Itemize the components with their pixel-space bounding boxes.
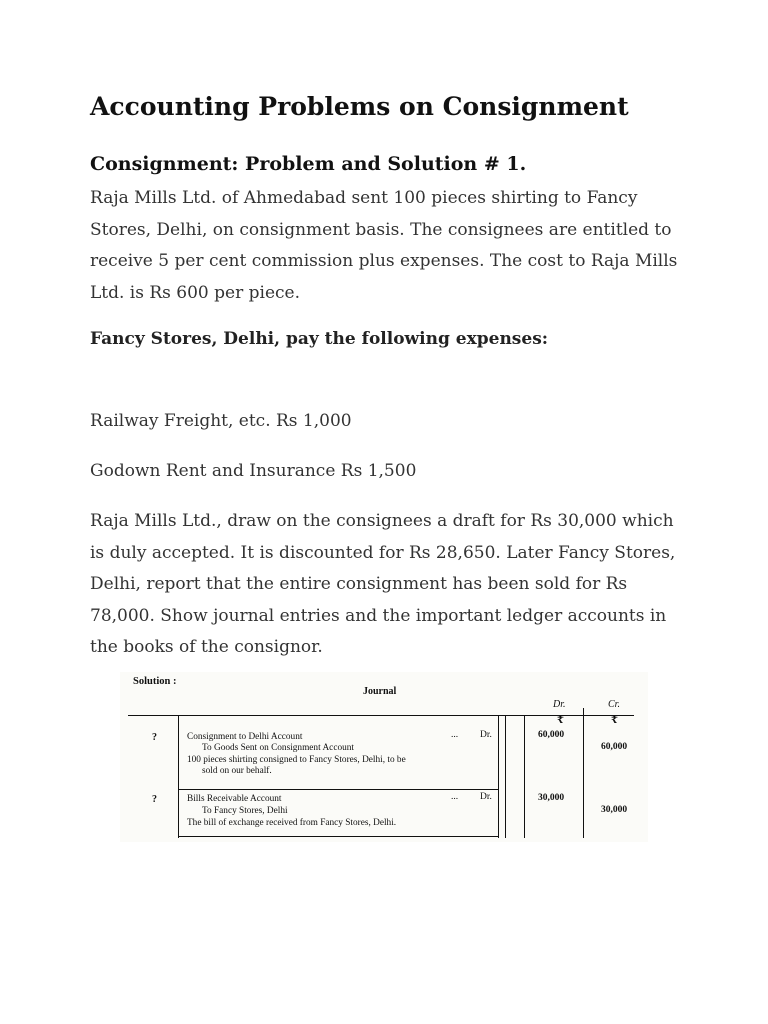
journal-entry-rule — [178, 789, 498, 790]
journal-header-rule — [128, 715, 634, 716]
problem-intro-paragraph: Raja Mills Ltd. of Ahmedabad sent 100 pieces shirting to Fancy Stores, Delhi, on consignment basis. The consignees are entitled to receive 5 per cent commission plus expenses. The cost to Raja Mills Ltd. is Rs 600 per piece. — [90, 188, 678, 303]
entry-credit-account: To Fancy Stores, Delhi — [202, 806, 288, 816]
entry-date: ? — [152, 732, 157, 743]
expenses-heading: Fancy Stores, Delhi, pay the following expenses: — [90, 329, 549, 349]
entry-date: ? — [152, 794, 157, 805]
entry-narration: The bill of exchange received from Fancy Stores, Delhi. — [187, 818, 397, 828]
credit-column-header: Cr. — [608, 699, 620, 710]
entry-dots: ... — [451, 730, 459, 740]
entry-dots: ... — [451, 792, 459, 802]
journal-column-divider — [178, 715, 179, 838]
debit-column-header: Dr. — [553, 699, 566, 710]
credit-currency-symbol: ₹ — [611, 715, 618, 726]
entry-credit-amount: 30,000 — [601, 805, 628, 815]
journal-column-divider — [583, 708, 584, 838]
entry-debit-account: Bills Receivable Account — [187, 794, 282, 804]
journal-column-divider — [498, 715, 499, 838]
journal-column-divider — [505, 715, 506, 838]
entry-credit-amount: 60,000 — [601, 742, 628, 752]
journal-column-divider — [524, 715, 525, 838]
entry-debit-amount: 30,000 — [538, 793, 565, 803]
problem-heading: Consignment: Problem and Solution # 1. — [90, 153, 527, 175]
debit-currency-symbol: ₹ — [557, 715, 564, 726]
entry-credit-account: To Goods Sent on Consignment Account — [202, 743, 354, 753]
entry-debit-amount: 60,000 — [538, 730, 565, 740]
entry-dr-mark: Dr. — [480, 730, 492, 740]
journal-entry-rule — [178, 836, 498, 837]
entry-dr-mark: Dr. — [480, 792, 492, 802]
expense-item-railway: Railway Freight, etc. Rs 1,000 — [90, 411, 352, 431]
expense-item-godown: Godown Rent and Insurance Rs 1,500 — [90, 461, 417, 481]
problem-body-paragraph: Raja Mills Ltd., draw on the consignees a draft for Rs 30,000 which is duly accepted. It is discounted for Rs 28,650. Later Fancy Stores, Delhi, report that the entire consignment has been sold for Rs 78,000. Show journal entries and the important ledger accounts in the books of the consignor. — [90, 511, 676, 657]
entry-narration: 100 pieces shirting consigned to Fancy Stores, Delhi, to be — [187, 755, 406, 765]
entry-narration: sold on our behalf. — [202, 766, 272, 776]
page-title: Accounting Problems on Consignment — [90, 92, 629, 121]
solution-label: Solution : — [133, 676, 177, 687]
journal-title: Journal — [363, 686, 397, 697]
journal-solution-image — [120, 672, 648, 842]
entry-debit-account: Consignment to Delhi Account — [187, 732, 303, 742]
